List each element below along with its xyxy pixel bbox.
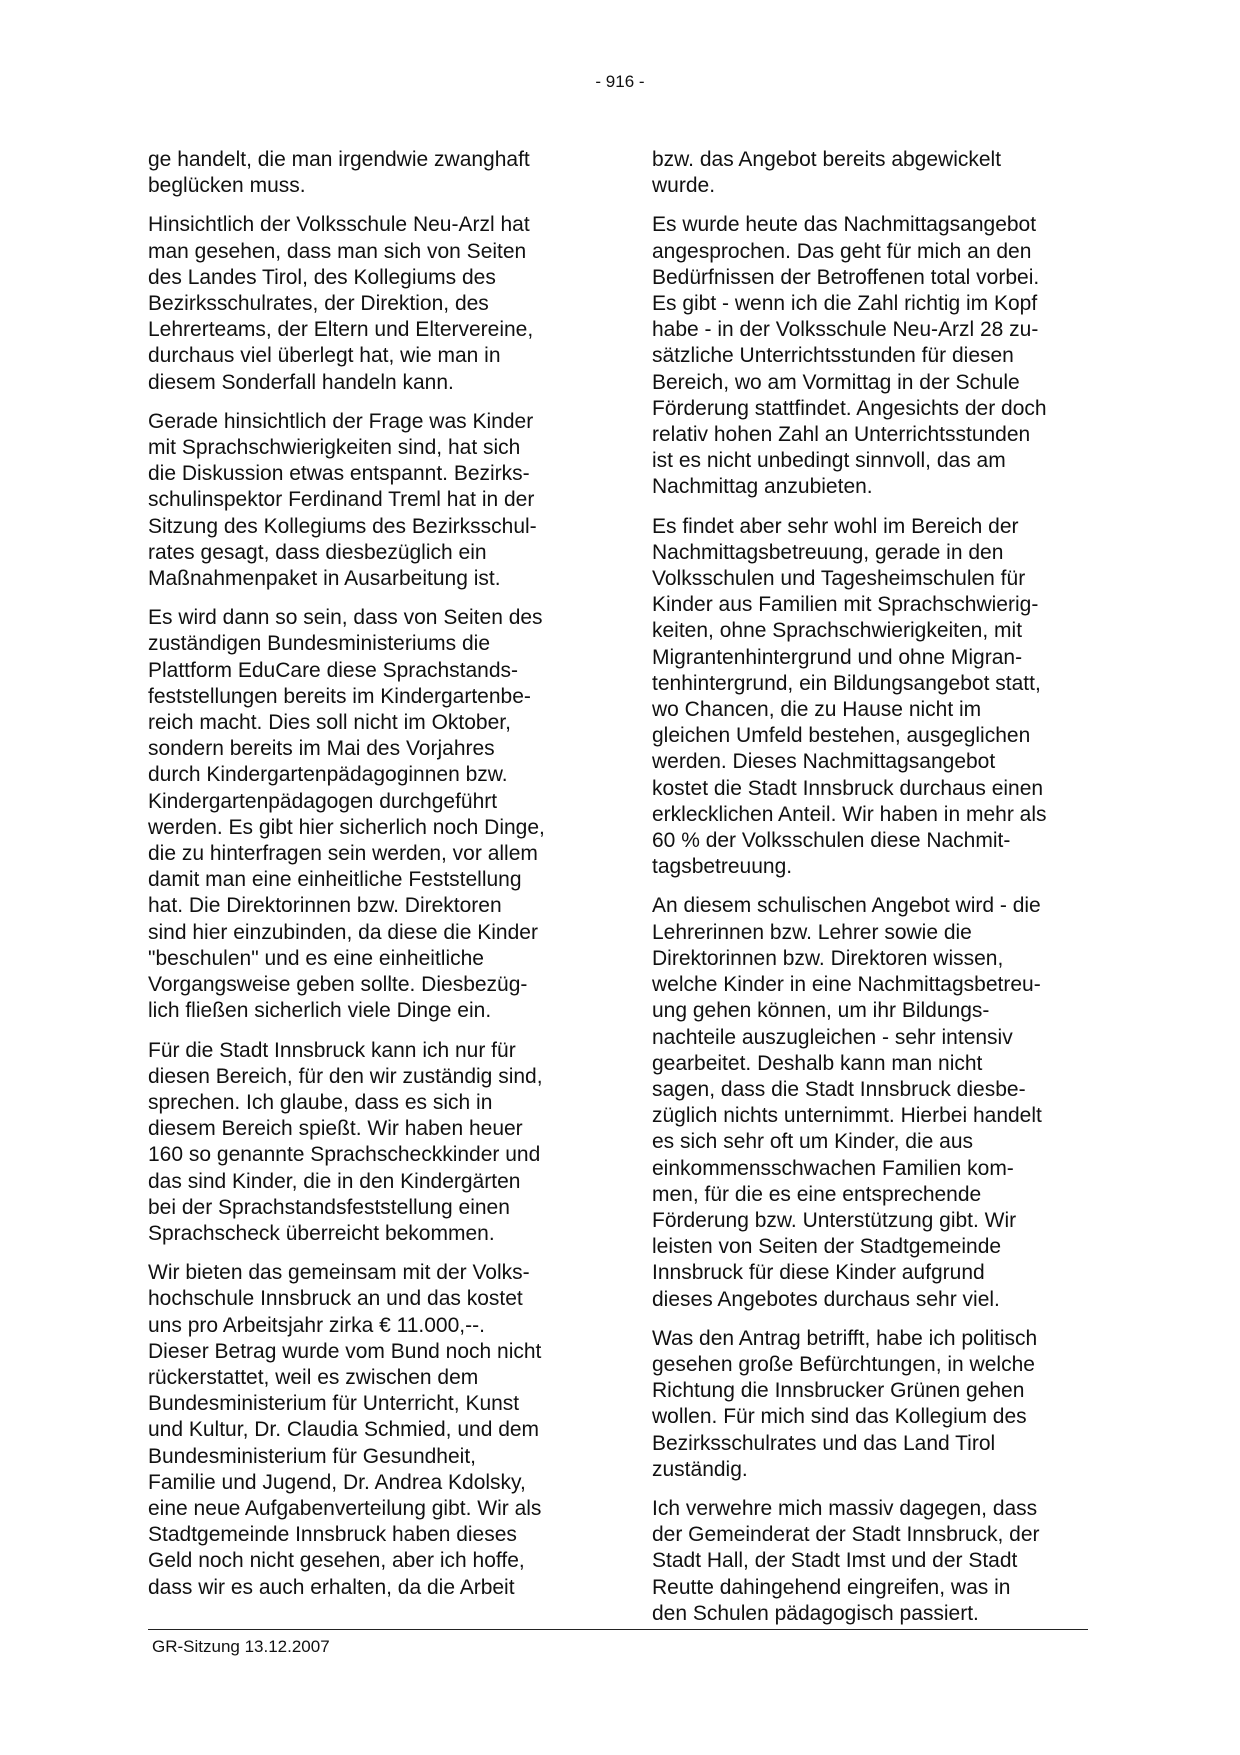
paragraph: An diesem schulischen Angebot wird - die Lehrerinnen bzw. Lehrer sowie die Direktorinnen bzw. Direktoren wissen, welche Kinder in eine Nachmittagsbetreu- ung gehen können, um ihr Bildungs- nachteile auszugleichen - sehr intensiv gearbeitet. Deshalb kann man nicht sagen, dass die Stadt Innsbruck diesbe- züglich nichts unternimmt. Hierbei handelt es sich sehr oft um Kinder, die aus einkommensschwachen Familien kom- men, für die es eine entsprechende Förderung bzw. Unterstützung gibt. Wir leisten von Seiten der Stadtgemeinde Innsbruck für diese Kinder aufgrund dieses Angebotes durchaus sehr viel. [652, 894, 1042, 1311]
footer-session-date: GR-Sitzung 13.12.2007 [152, 1637, 330, 1656]
footer-divider [148, 1629, 1088, 1630]
page-number: - 916 - [595, 72, 645, 91]
paragraph: Ich verwehre mich massiv dagegen, dass der Gemeinderat der Stadt Innsbruck, der Stadt Hall, der Stadt Imst und der Stadt Reutte dahingehend eingreifen, was in den Schulen pädagogisch passiert. [652, 1496, 1040, 1625]
paragraph: Wir bieten das gemeinsam mit der Volks- hochschule Innsbruck an und das kostet uns pro Arbeitsjahr zirka € 11.000,--. Dieser Betrag wurde vom Bund noch nicht rückerstattet, weil es zwischen dem Bundesministerium für Unterricht, Kunst und Kultur, Dr. Claudia Schmied, und dem Bundesministerium für Gesundheit, Familie und Jugend, Dr. Andrea Kdolsky, eine neue Aufgabenverteilung gibt. Wir als Stadtgemeinde Innsbruck haben dieses Geld noch nicht gesehen, aber ich hoffe, dass wir es auch erhalten, da die Arbeit [148, 1261, 542, 1599]
paragraph: Es findet aber sehr wohl im Bereich der Nachmittagsbetreuung, gerade in den Volksschulen und Tagesheimschulen für Kinder aus Familien mit Sprachschwierig- keiten, ohne Sprachschwierigkeiten, mit Migrantenhintergrund und ohne Migran- tenhintergrund, ein Bildungsangebot statt, wo Chancen, die zu Hause nicht im gleichen Umfeld bestehen, ausgeglichen werden. Dieses Nachmittagsangebot kostet die Stadt Innsbruck durchaus einen erklecklichen Anteil. Wir haben in mehr als 60 % der Volksschulen diese Nachmit- tagsbetreuung. [652, 514, 1047, 879]
paragraph: Gerade hinsichtlich der Frage was Kinder mit Sprachschwierigkeiten sind, hat sich die Diskussion etwas entspannt. Bezirks- schulinspektor Ferdinand Treml hat in der Sitzung des Kollegiums des Bezirksschul- rates gesagt, dass diesbezüglich ein Maßnahmenpaket in Ausarbeitung ist. [148, 409, 537, 591]
paragraph: Es wird dann so sein, dass von Seiten des zuständigen Bundesministeriums die Plattform EduCare diese Sprachstands- feststellungen bereits im Kindergartenbe- reich macht. Dies soll nicht im Oktober, sondern bereits im Mai des Vorjahres durch Kindergartenpädagoginnen bzw. Kindergartenpädagogen durchgeführt werden. Es gibt hier sicherlich noch Dinge, die zu hinterfragen sein werden, vor allem damit man eine einheitliche Feststellung hat. Die Direktorinnen bzw. Direktoren sind hier einzubinden, da diese die Kinder "beschulen" und es eine einheitliche Vorgangsweise geben sollte. Diesbezüg- lich fließen sicherlich viele Dinge ein. [148, 606, 545, 1023]
paragraph: Was den Antrag betrifft, habe ich politisch gesehen große Befürchtungen, in welche Richtung die Innsbrucker Grünen gehen wollen. Für mich sind das Kollegium des Bezirksschulrates und das Land Tirol zuständig. [652, 1326, 1038, 1481]
left-column [148, 147, 598, 1614]
right-column [652, 147, 1102, 1640]
paragraph: Hinsichtlich der Volksschule Neu-Arzl hat man gesehen, dass man sich von Seiten des Landes Tirol, des Kollegiums des Bezirksschulrates, der Direktion, des Lehrerteams, der Eltern und Eltervereine, durchaus viel überlegt hat, wie man in diesem Sonderfall handeln kann. [148, 213, 534, 394]
paragraph: ge handelt, die man irgendwie zwanghaft beglücken muss. [148, 148, 530, 198]
paragraph: Für die Stadt Innsbruck kann ich nur für diesen Bereich, für den wir zuständig sind, sprechen. Ich glaube, dass es sich in diesem Bereich spießt. Wir haben heuer 160 so genannte Sprachscheckkinder und das sind Kinder, die in den Kindergärten bei der Sprachstandsfeststellung einen Sprachscheck überreicht bekommen. [148, 1038, 543, 1245]
paragraph: bzw. das Angebot bereits abgewickelt wurde. [652, 148, 1002, 198]
paragraph: Es wurde heute das Nachmittagsangebot angesprochen. Das geht für mich an den Bedürfnissen der Betroffenen total vorbei. Es gibt - wenn ich die Zahl richtig im Kopf habe - in der Volksschule Neu-Arzl 28 zu- sätzliche Unterrichtsstunden für diesen Bereich, wo am Vormittag in der Schule Förderung stattfindet. Angesichts der doch relativ hohen Zahl an Unterrichtsstunden ist es nicht unbedingt sinnvoll, das am Nachmittag anzubieten. [652, 213, 1047, 499]
